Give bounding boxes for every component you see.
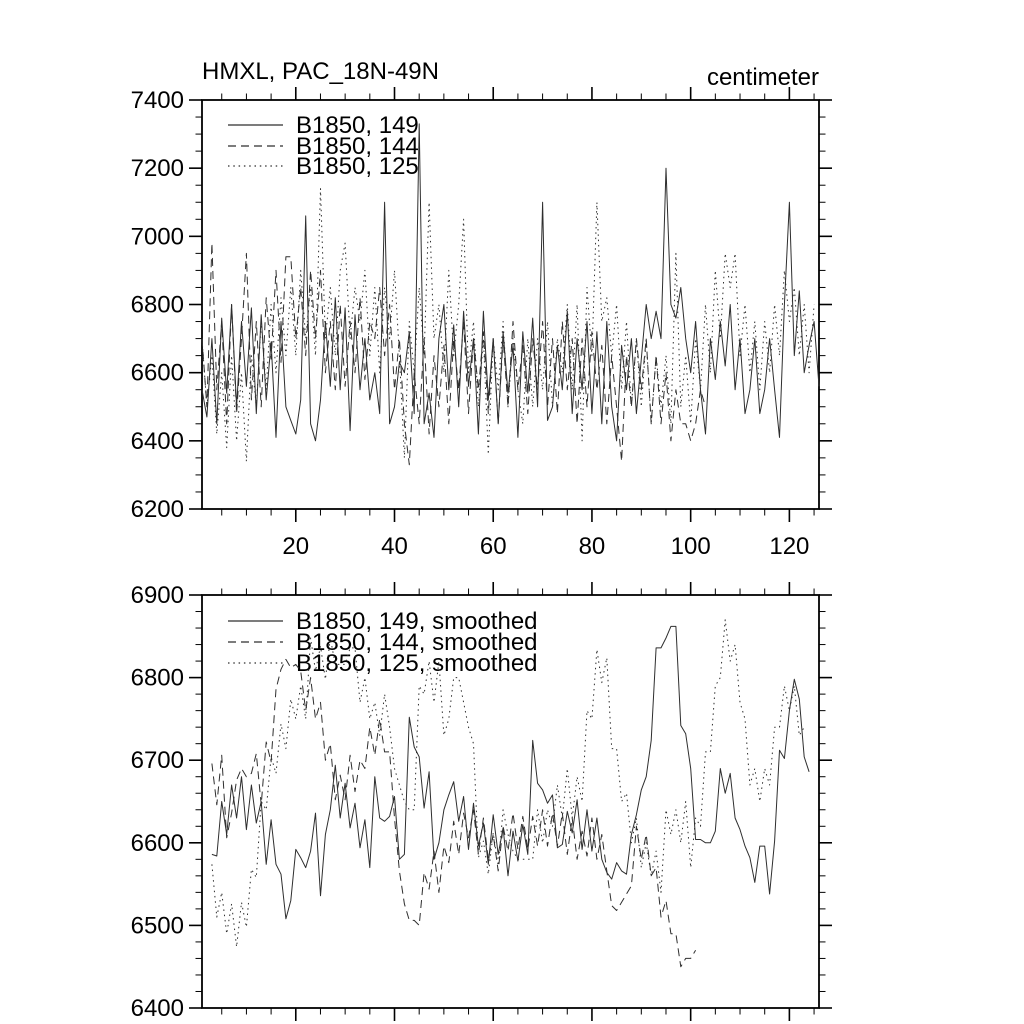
panel1-y-tick-label: 7400 <box>130 87 184 114</box>
panel1-x-tick-label: 80 <box>578 533 606 560</box>
panel1-y-tick-label: 6400 <box>130 427 184 455</box>
panel1-x-tick-label: 120 <box>769 533 810 560</box>
panel1-y-tick-label: 7000 <box>130 223 184 251</box>
panel2-y-tick-label: 6500 <box>130 912 184 940</box>
panel1-series-line-b1850-125 <box>202 189 814 462</box>
panel1-unit-label: centimeter <box>706 64 819 91</box>
panel1-x-tick-label: 20 <box>282 533 310 560</box>
panel1-title: HMXL, PAC_18N-49N <box>202 58 439 85</box>
panel1-legend-label: B1850, 125 <box>296 153 419 180</box>
panel1-y-tick-label: 6200 <box>130 496 184 523</box>
panel1-x-tick-label: 40 <box>381 533 408 560</box>
panel2-legend-label: B1850, 125, smoothed <box>296 650 538 677</box>
panel1-series-line-b1850-149 <box>202 124 819 441</box>
panel2-y-tick-label: 6400 <box>130 995 184 1022</box>
panel1-legend-label: B1850, 144 <box>296 133 419 160</box>
panel2-legend-label: B1850, 149, smoothed <box>296 608 538 635</box>
panel2-legend-label: B1850, 144, smoothed <box>296 629 538 656</box>
panel1-x-tick-label: 100 <box>670 533 711 560</box>
panel1-y-tick-label: 7200 <box>130 155 184 183</box>
panel2-y-tick-label: 6800 <box>130 664 184 692</box>
panel1-frame <box>202 100 819 509</box>
panel2-y-tick-label: 6700 <box>130 747 184 775</box>
panel1-y-tick-label: 6600 <box>130 359 184 387</box>
panel1-legend-label: B1850, 149 <box>296 112 419 139</box>
panel2-y-tick-label: 6900 <box>130 582 184 609</box>
panel1-x-tick-label: 60 <box>479 533 507 560</box>
panel2-y-tick-label: 6600 <box>130 829 184 857</box>
panel2-series-line-b1850-144-smoothed <box>212 659 696 966</box>
panel1-y-tick-label: 6800 <box>130 291 184 319</box>
